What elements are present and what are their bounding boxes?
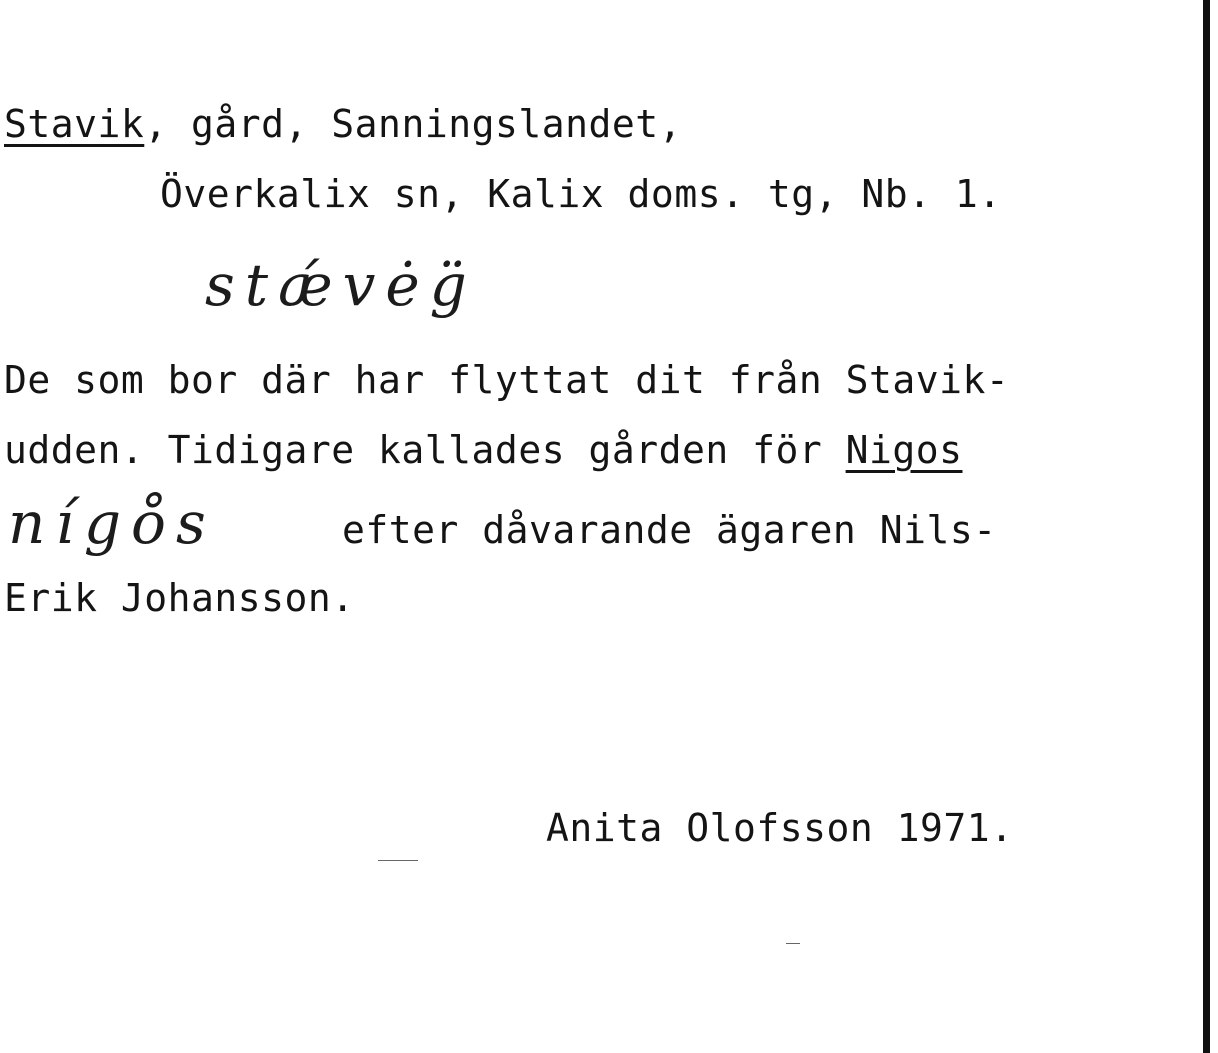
signature-line: Anita Olofsson 1971. (546, 806, 1014, 850)
card-edge-border (1203, 0, 1210, 1053)
handwritten-pronunciation-nigos: nígo̊s (8, 489, 216, 557)
body-line-4: Erik Johansson. (4, 576, 355, 620)
body-line-1: De som bor där har flyttat dit från Stavik- (4, 358, 1010, 402)
body-line-3: efter dåvarande ägaren Nils- (342, 508, 997, 552)
heading-rest: , gård, Sanningslandet, (144, 102, 682, 146)
body-line-2 (4, 428, 963, 472)
former-name: Nigos (845, 428, 963, 472)
scan-speck (786, 943, 800, 944)
heading-line (4, 102, 682, 146)
handwritten-pronunciation-stavik: stǽvėg̈ (205, 251, 477, 319)
place-name: Stavik (4, 102, 145, 146)
body-line-2-text: udden. Tidigare kallades gården för (4, 428, 846, 472)
location-line: Överkalix sn, Kalix doms. tg, Nb. 1. (160, 172, 1002, 216)
scan-speck (378, 860, 418, 861)
